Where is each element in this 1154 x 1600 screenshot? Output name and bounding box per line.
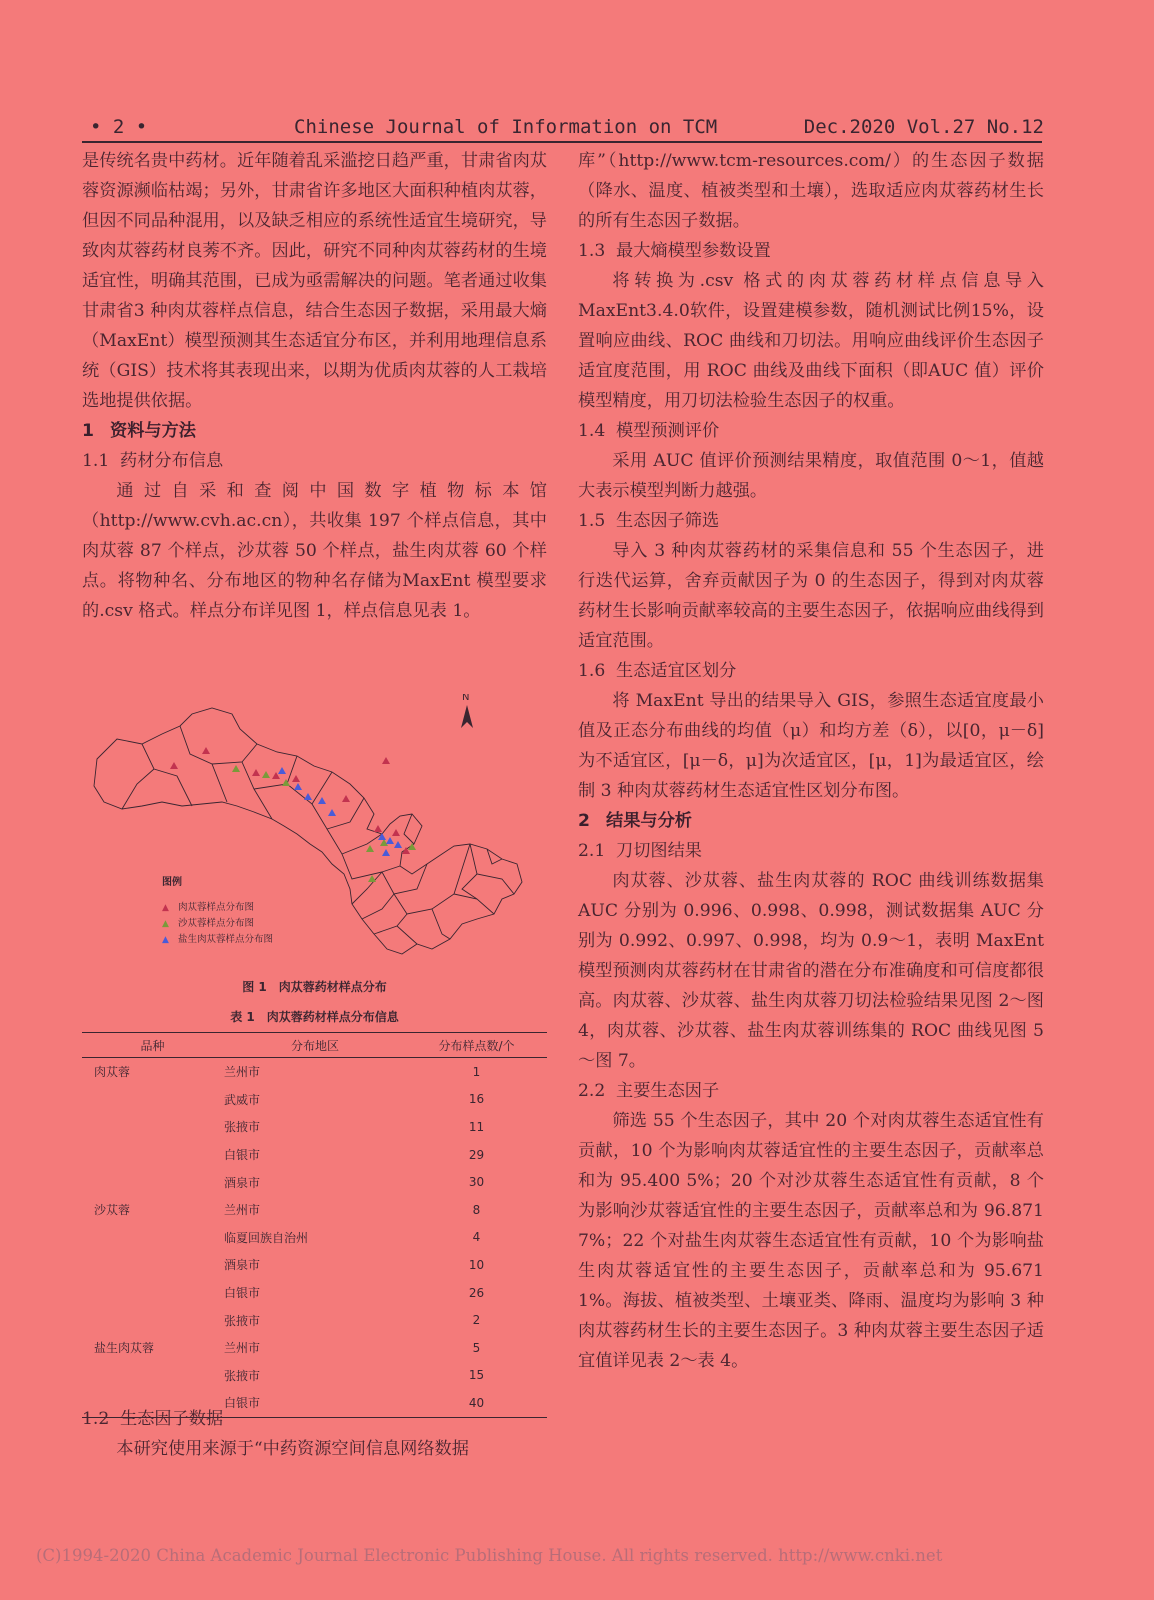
table-row: 临夏回族自治州 4 <box>224 1230 481 1245</box>
header-rule <box>82 141 1042 143</box>
issue-info: Dec.2020 Vol.27 No.12 <box>803 116 1044 138</box>
subsection-heading: 1.4 模型预测评价 <box>578 421 720 441</box>
legend-item: ▲ 盐生肉苁蓉样点分布图 <box>162 932 273 948</box>
paragraph: 库”（http://www.tcm-resources.com/）的生态因子数据（降水、温度、植被类型和土壤），选取适应肉苁蓉药材生长的所有生态因子数据。 <box>578 151 1044 231</box>
table-row: 酒泉市 30 <box>224 1175 485 1190</box>
paragraph: 将 MaxEnt 导出的结果导入 GIS，参照生态适宜度最小值及正态分布曲线的均值（μ）和均方差（δ），以[0，μ－δ]为不适宜区，[μ－δ，μ]为次适宜区，[μ，1]为最适宜区，绘制 3 种肉苁蓉药材生态适宜性区划分布图。 <box>578 691 1044 801</box>
district-boundary <box>342 854 400 879</box>
journal-name: Chinese Journal of Information on TCM <box>294 116 718 138</box>
figure-caption: 图 1 肉苁蓉药材样点分布 <box>242 980 387 994</box>
district-boundary <box>254 756 297 789</box>
table-row: 张掖市 11 <box>224 1119 485 1135</box>
paragraph: 是传统名贵中药材。近年随着乱采滥挖日趋严重，甘肃省肉苁蓉资源濒临枯竭；另外，甘肃省许多地区大面积种植肉苁蓉，但因不同品种混用，以及缺乏相应的系统性适宜生境研究，导致肉苁蓉药材良莠不齐。因此，研究不同种肉苁蓉药材的生境适宜性，明确其范围，已成为亟需解决的问题。笔者通过收集甘肃省3 种肉苁蓉样点信息，结合生态因子数据，采用最大熵（MaxEnt）模型预测其生态适宜分布区，并利用地理信息系统（GIS）技术将其表现出来，以期为优质肉苁蓉的人工栽培选地提供依据。 <box>82 151 547 411</box>
gansu-map <box>82 694 547 960</box>
legend-item: ▲ 肉苁蓉样点分布图 <box>162 900 273 916</box>
table-row: 酒泉市 10 <box>224 1257 485 1273</box>
table-row: 白银市 29 <box>224 1147 485 1163</box>
subsection-heading: 1.1 药材分布信息 <box>82 451 224 471</box>
roucongrong-points <box>170 747 410 854</box>
legend-title: 图例 <box>162 877 182 888</box>
district-boundary <box>362 894 394 919</box>
subsection-heading: 2.2 主要生态因子 <box>578 1081 720 1101</box>
district-boundary <box>122 769 154 809</box>
table-row: 张掖市 15 <box>224 1368 485 1383</box>
district-boundary <box>327 829 382 854</box>
running-header <box>82 116 1044 140</box>
triangle-marker-icon: ▲ <box>162 903 169 913</box>
sample-table <box>82 1032 547 1418</box>
triangle-marker-icon: ▲ <box>162 935 169 945</box>
district-boundary <box>470 844 514 894</box>
subsection-heading: 1.3 最大熵模型参数设置 <box>578 241 771 261</box>
table-row: 沙苁蓉 兰州市 8 <box>94 1202 481 1218</box>
triangle-marker-icon: ▲ <box>162 919 169 929</box>
paragraph: 采用 AUC 值评价预测结果精度，取值范围 0～1，值越大表示模型判断力越强。 <box>578 451 1044 501</box>
district-boundary <box>180 726 227 802</box>
copyright-footer: (C)1994-2020 China Academic Journal Electronic Publishing House. All rights reserved. http://www.cnki.net <box>36 1546 943 1565</box>
left-column-bottom <box>82 1404 547 1464</box>
district-boundary <box>404 814 414 844</box>
district-boundary <box>212 744 257 764</box>
table-row: 白银市 26 <box>224 1285 485 1301</box>
district-boundary <box>142 744 192 806</box>
district-boundary <box>432 909 450 939</box>
paragraph: 肉苁蓉、沙苁蓉、盐生肉苁蓉的 ROC 曲线训练数据集 AUC 分别为 0.996、0.998、0.998，测试数据集 AUC 分别为 0.992、0.997、0.998，均为 0.9～1，表明 MaxEnt 模型预测肉苁蓉药材在甘肃省的潜在分布准确度和可信度都很高。肉苁蓉、沙苁蓉、盐生肉苁蓉刀切法检验结果见图 2～图 4，肉苁蓉、沙苁蓉、盐生肉苁蓉训练集的 ROC 曲线见图 5～图 7。 <box>578 871 1044 1071</box>
svg-text:N: N <box>462 694 470 703</box>
district-boundary <box>462 874 477 899</box>
table-header-row <box>82 1033 547 1058</box>
district-boundary <box>352 872 382 904</box>
subsection-heading: 1.2 生态因子数据 <box>82 1409 224 1429</box>
column-header: 分布地区 <box>224 1033 406 1058</box>
district-boundary <box>487 849 502 864</box>
legend-item: ▲ 沙苁蓉样点分布图 <box>162 916 273 932</box>
table-row: 白银市 40 <box>82 1389 547 1417</box>
north-arrow <box>461 694 473 728</box>
page-number: • 2 • <box>90 116 148 138</box>
paragraph: 导入 3 种肉苁蓉药材的采集信息和 55 个生态因子，进行迭代运算，舍弃贡献因子为 0 的生态因子，得到对肉苁蓉药材生长影响贡献率较高的主要生态因子，依据响应曲线得到适宜范围。 <box>578 541 1044 651</box>
left-column <box>82 146 547 626</box>
column-header: 品种 <box>82 1033 224 1058</box>
paragraph: 本研究使用来源于“中药资源空间信息网络数据 <box>116 1439 469 1459</box>
map-legend <box>162 873 273 948</box>
district-boundary <box>394 844 470 914</box>
distribution-map-figure <box>82 694 547 960</box>
table-row: 张掖市 2 <box>224 1313 481 1328</box>
district-boundary <box>397 926 417 944</box>
table-caption: 表 1 肉苁蓉药材样点分布信息 <box>230 1010 399 1024</box>
subsection-heading: 1.6 生态适宜区划分 <box>578 661 737 681</box>
subsection-heading: 1.5 生态因子筛选 <box>578 511 720 531</box>
section-heading: 1 资料与方法 <box>82 421 196 441</box>
table-row: 武威市 16 <box>224 1092 485 1107</box>
subsection-heading: 2.1 刀切图结果 <box>578 841 702 861</box>
paragraph: 将转换为.csv 格式的肉苁蓉药材样点信息导入MaxEnt3.4.0软件，设置建模参数，随机测试比例15%，设置响应曲线、ROC 曲线和刀切法。用响应曲线评价生态因子适宜度范围，用 ROC 曲线及曲线下面积（即AUC 值）评价模型精度，用刀切法检验生态因子的权重。 <box>578 271 1044 411</box>
paragraph: 通过自采和查阅中国数字植物标本馆（http://www.cvh.ac.cn），共收集 197 个样点信息，其中肉苁蓉 87 个样点，沙苁蓉 50 个样点，盐生肉苁蓉 60 个样点。将物种名、分布地区的物种名存储为MaxEnt 模型要求的.csv 格式。样点分布详见图 1，样点信息见表 1。 <box>82 481 547 621</box>
section-heading: 2 结果与分析 <box>578 811 692 831</box>
right-column <box>578 146 1044 1376</box>
province-outline <box>94 708 522 954</box>
column-header: 分布样点数/个 <box>406 1033 547 1058</box>
table-row: 盐生肉苁蓉 兰州市 5 <box>94 1340 481 1356</box>
district-boundary <box>242 762 272 819</box>
table-row: 肉苁蓉 兰州市 1 <box>94 1064 481 1080</box>
paragraph: 筛选 55 个生态因子，其中 20 个对肉苁蓉生态适宜性有贡献，10 个为影响肉苁蓉适宜性的主要生态因子，贡献率总和为 95.400 5%；20 个对沙苁蓉生态适宜性有贡献，8 个为影响沙苁蓉适宜性的主要生态因子，贡献率总和为 96.871 7%；22 个对盐生肉苁蓉生态适宜性有贡献，10 个为影响盐生肉苁蓉适宜性的主要生态因子，贡献率总和为 95.671 1%。海拔、植被类型、土壤亚类、降雨、温度均为影响 3 种肉苁蓉药材生长的主要生态因子。3 种肉苁蓉主要生态因子适宜值详见表 2～表 4。 <box>578 1111 1044 1371</box>
